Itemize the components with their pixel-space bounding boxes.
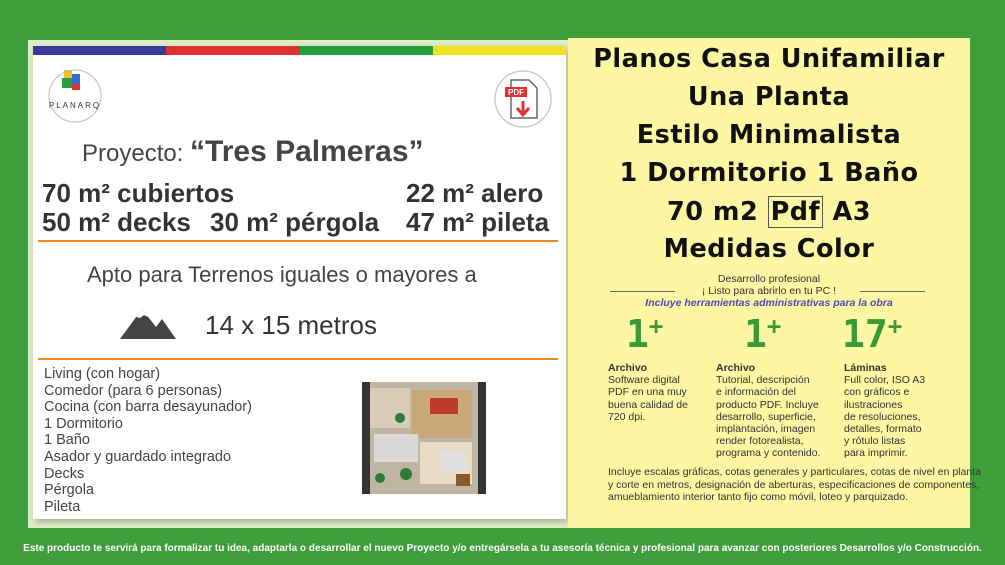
area-pileta: 47 m² pileta	[406, 207, 550, 237]
divider-1	[38, 240, 558, 242]
list-item: Pérgola	[44, 482, 94, 499]
pdf-selection-box[interactable]: Pdf	[768, 196, 824, 228]
list-item: Living (con hogar)	[44, 366, 161, 382]
area-decks: 50 m² decks	[42, 207, 191, 237]
list-item: Asador y guardado integrado	[44, 448, 232, 465]
listo-text: ¡ Listo para abrirlo en tu PC !	[701, 285, 837, 297]
list-item: Comedor (para 6 personas)	[44, 382, 223, 399]
svg-text:PLANARQ: PLANARQ	[48, 101, 102, 110]
color-stripe	[33, 46, 566, 55]
divider-2	[38, 358, 558, 360]
area-alero: 22 m² alero	[406, 178, 544, 208]
list-item: Decks	[44, 465, 85, 482]
title-line-1: Planos Casa Unifamiliar	[593, 44, 945, 74]
incluye-text: Incluye herramientas administrativas para la obra	[645, 297, 893, 309]
title-line-2: Una Planta	[687, 82, 851, 112]
mountain-icon	[120, 303, 176, 341]
list-item: Cocina (con barra desayunador)	[44, 399, 252, 416]
pdf-icon	[494, 68, 552, 130]
brand-logo	[40, 64, 110, 124]
title-line-6: Medidas Color	[663, 234, 875, 264]
stat-col-2: Archivo Tutorial, descripción e información del producto PDF. Incluye desarrollo, superficie, implantación, imagen render fotorealista, programa y contenido.	[716, 362, 821, 460]
title-line-3: Estilo Minimalista	[636, 120, 902, 150]
project-title: Proyecto: “Tres Palmeras”	[82, 135, 424, 168]
bottom-banner: Este producto te servirá para formalizar tu idea, adaptarla o desarrollar el nuevo Proyecto y/o entregársela a tu asesoría técnica y profesional para avanzar con posteriores Desarrollos y/o Construcción.	[23, 543, 982, 554]
stat-col-3: Láminas Full color, ISO A3 con gráficos e ilustraciones de resoluciones, detalles, formato y rótulo listas para imprimir.	[844, 362, 926, 460]
stat-number-3: 17+	[842, 312, 903, 356]
floor-plan-image	[360, 378, 488, 496]
terrain-dims: 14 x 15 metros	[205, 310, 377, 340]
terrain-text: Apto para Terrenos iguales o mayores a	[87, 262, 477, 287]
includes-note: Incluye escalas gráficas, cotas generales y particulares, cotas de nivel en planta y corte en metros, designación de aberturas, especificaciones de componentes, amueblamiento interior tanto fijo como móvil, loteo y parquizado.	[608, 466, 981, 503]
stat-number-2: 1+	[744, 312, 782, 356]
stat-col-1: Archivo Software digital PDF en una muy buena calidad de 720 dpi.	[608, 362, 688, 423]
rooms-list	[44, 366, 252, 515]
svg-text:PDF: PDF	[508, 88, 524, 97]
list-item: 1 Baño	[44, 432, 90, 449]
list-item: Pileta	[44, 498, 81, 515]
area-pergola: 30 m² pérgola	[210, 207, 380, 237]
title-line-5: 70 m2 Pdf A3	[667, 197, 871, 227]
stat-number-1: 1+	[626, 312, 664, 356]
desarrollo-text: Desarrollo profesional	[717, 273, 821, 285]
title-line-4: 1 Dormitorio 1 Baño	[619, 158, 919, 188]
list-item: 1 Dormitorio	[44, 415, 123, 432]
area-cubiertos: 70 m² cubiertos	[42, 178, 235, 208]
